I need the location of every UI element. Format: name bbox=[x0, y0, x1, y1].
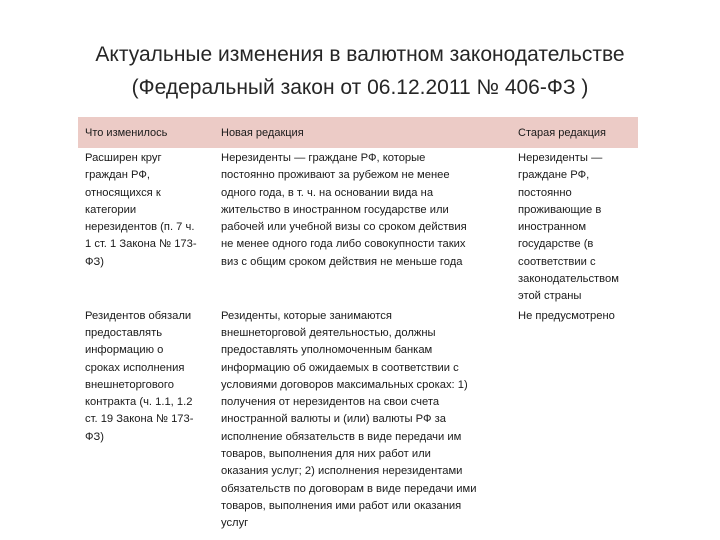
cell-line: Резидентов обязали bbox=[85, 309, 192, 322]
table-header-row bbox=[78, 117, 638, 148]
cell-line: товаров, выполнения ими работ или оказания bbox=[221, 499, 462, 512]
slide-title bbox=[0, 38, 720, 104]
cell-line: одного года, в т. ч. на основании вида на bbox=[221, 186, 434, 199]
cell-old-edition bbox=[511, 306, 638, 533]
cell-line: жительство в иностранном государстве или bbox=[221, 203, 449, 216]
cell-what-changed bbox=[78, 148, 214, 306]
cell-line: исполнение обязательств в виде передачи им bbox=[221, 430, 462, 443]
comparison-table bbox=[78, 117, 638, 533]
cell-line: не менее одного года либо совокупности таких bbox=[221, 238, 466, 251]
cell-line: предоставлять bbox=[85, 326, 163, 339]
cell-line: соответствии с bbox=[518, 255, 596, 268]
title-line-1: Актуальные изменения в валютном законодательстве bbox=[95, 43, 625, 66]
cell-line: оказания услуг; 2) исполнения нерезидентами bbox=[221, 465, 463, 478]
cell-line: контракта (ч. 1.1, 1.2 bbox=[85, 396, 193, 409]
cell-line: постоянно bbox=[518, 186, 572, 199]
cell-line: проживающие в bbox=[518, 203, 602, 216]
cell-line: условиями договоров максимальных сроках: 1) bbox=[221, 378, 468, 391]
table-row bbox=[78, 148, 638, 306]
cell-line: иностранной валюты и (или) валюты РФ за bbox=[221, 413, 446, 426]
cell-line: Расширен круг bbox=[85, 152, 162, 164]
cell-line: получения от нерезидентов на свои счета bbox=[221, 396, 440, 409]
cell-line: иностранном bbox=[518, 221, 587, 234]
cell-new-edition bbox=[214, 148, 511, 306]
cell-what-changed bbox=[78, 306, 214, 533]
cell-line: Не предусмотрено bbox=[518, 309, 615, 322]
cell-line: ФЗ) bbox=[85, 430, 104, 443]
cell-line: виз с общим сроком действия не меньше года bbox=[221, 255, 463, 268]
cell-new-edition bbox=[214, 306, 511, 533]
cell-line: услуг bbox=[221, 517, 249, 530]
cell-line: сроках исполнения bbox=[85, 361, 185, 374]
title-line-2: (Федеральный закон от 06.12.2011 № 406-ФЗ ) bbox=[131, 76, 589, 99]
cell-line: Нерезиденты — bbox=[518, 152, 603, 164]
cell-line: информацию об ожидаемых в соответствии с bbox=[221, 361, 459, 374]
cell-line: постоянно проживают за рубежом не менее bbox=[221, 169, 450, 182]
cell-line: обязательств по договорам в виде передачи ими bbox=[221, 482, 477, 495]
table-row bbox=[78, 306, 638, 533]
cell-old-edition bbox=[511, 148, 638, 306]
cell-line: 1 ст. 1 Закона № 173- bbox=[85, 238, 197, 251]
cell-line: относящихся к bbox=[85, 186, 161, 199]
cell-line: Резиденты, которые занимаются bbox=[221, 309, 392, 322]
cell-line: этой страны bbox=[518, 290, 582, 303]
cell-line: внешнеторговой деятельностью, должны bbox=[221, 326, 436, 339]
cell-line: товаров, выполнения для них работ или bbox=[221, 448, 431, 461]
header-new-edition: Новая редакция bbox=[214, 117, 511, 148]
cell-line: категории bbox=[85, 203, 137, 216]
header-what-changed: Что изменилось bbox=[78, 117, 214, 148]
cell-line: информацию о bbox=[85, 344, 164, 357]
cell-line: законодательством bbox=[518, 273, 619, 286]
cell-line: граждане РФ, bbox=[518, 169, 590, 182]
cell-line: государстве (в bbox=[518, 238, 594, 251]
cell-line: ФЗ) bbox=[85, 255, 104, 268]
cell-line: граждан РФ, bbox=[85, 169, 150, 182]
cell-line: рабочей или учебной визы со сроком действия bbox=[221, 221, 467, 234]
cell-line: ст. 19 Закона № 173- bbox=[85, 413, 194, 426]
cell-line: Нерезиденты — граждане РФ, которые bbox=[221, 152, 426, 164]
cell-line: нерезидентов (п. 7 ч. bbox=[85, 221, 195, 234]
cell-line: предоставлять уполномоченным банкам bbox=[221, 344, 433, 357]
cell-line: внешнеторгового bbox=[85, 378, 174, 391]
header-old-edition: Старая редакция bbox=[511, 117, 638, 148]
